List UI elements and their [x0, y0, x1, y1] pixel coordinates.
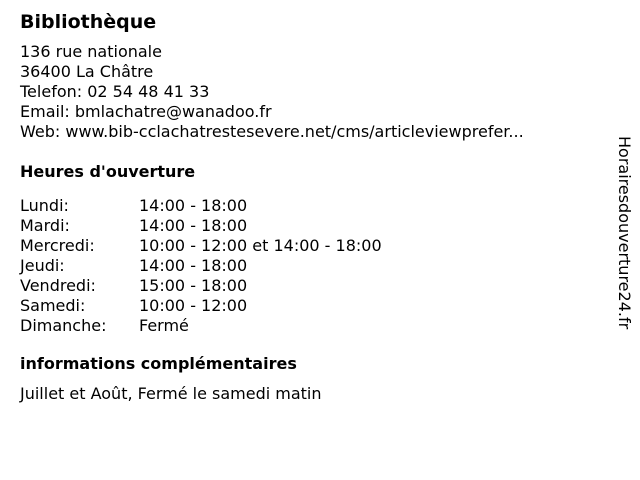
- email-address: Email: bmlachatre@wanadoo.fr: [20, 102, 272, 121]
- site-watermark: [613, 136, 635, 372]
- hours-time: 14:00 - 18:00: [139, 216, 248, 235]
- info-text: Juillet et Août, Fermé le samedi matin: [20, 384, 322, 403]
- hours-time: 14:00 - 18:00: [139, 256, 248, 275]
- hours-day: Mardi:: [20, 216, 70, 235]
- street-address: 136 rue nationale: [20, 42, 162, 61]
- phone-number: Telefon: 02 54 48 41 33: [20, 82, 210, 101]
- info-heading: informations complémentaires: [20, 354, 297, 373]
- hours-row-vendredi: [20, 276, 600, 296]
- hours-time: 10:00 - 12:00: [139, 296, 248, 315]
- hours-day: Mercredi:: [20, 236, 95, 255]
- address-block: [20, 42, 600, 142]
- hours-row-mercredi: [20, 236, 600, 256]
- hours-table: [20, 196, 600, 336]
- hours-day: Samedi:: [20, 296, 86, 315]
- hours-day: Vendredi:: [20, 276, 96, 295]
- page-title: Bibliothèque: [20, 11, 157, 33]
- hours-time: Fermé: [139, 316, 189, 335]
- hours-time: 15:00 - 18:00: [139, 276, 248, 295]
- hours-time: 10:00 - 12:00 et 14:00 - 18:00: [139, 236, 382, 255]
- hours-row-mardi: [20, 216, 600, 236]
- watermark-text: Horairesdouverture24.fr: [615, 136, 634, 330]
- hours-heading: Heures d'ouverture: [20, 162, 196, 181]
- library-card: [20, 8, 600, 404]
- hours-row-jeudi: [20, 256, 600, 276]
- hours-day: Lundi:: [20, 196, 69, 215]
- hours-row-lundi: [20, 196, 600, 216]
- hours-day: Jeudi:: [20, 256, 65, 275]
- city-address: 36400 La Châtre: [20, 62, 154, 81]
- hours-time: 14:00 - 18:00: [139, 196, 248, 215]
- hours-day: Dimanche:: [20, 316, 107, 335]
- website-link[interactable]: Web: www.bib-cclachatrestesevere.net/cms/articleviewprefer...: [20, 122, 524, 141]
- hours-row-dimanche: [20, 316, 600, 336]
- hours-row-samedi: [20, 296, 600, 316]
